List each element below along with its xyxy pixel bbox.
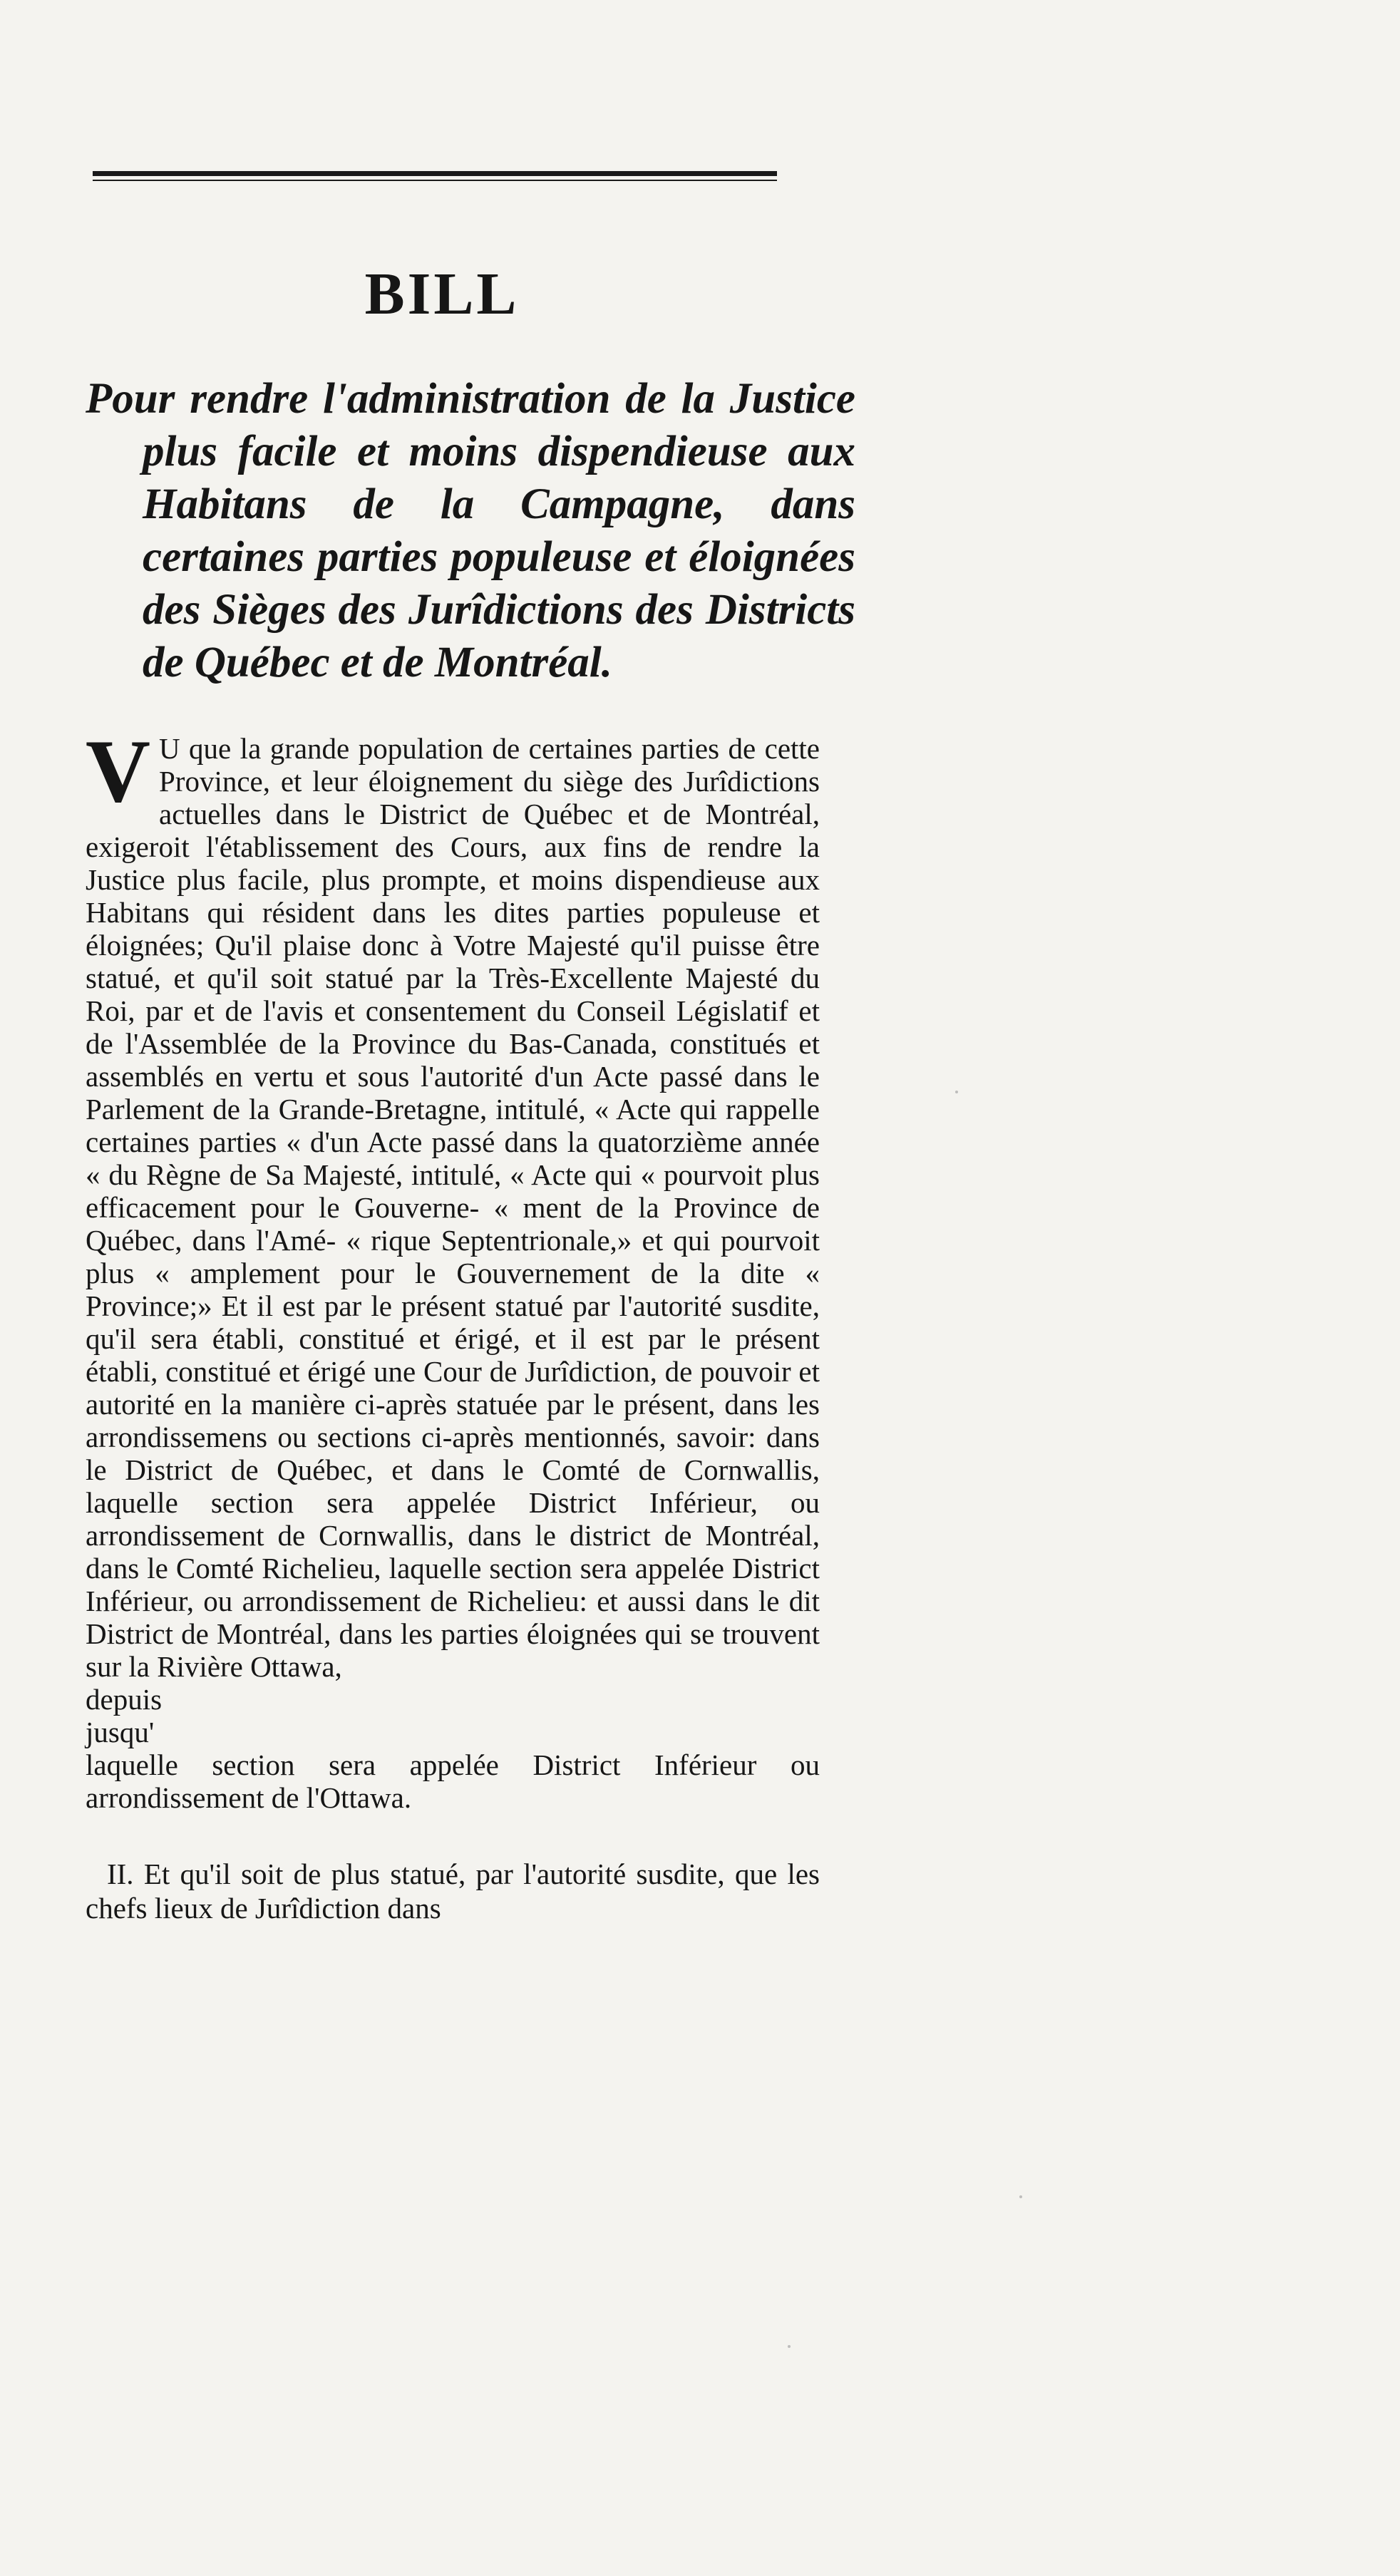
section-2-paragraph: II. Et qu'il soit de plus statué, par l'autorité susdite, que les chefs lieux de Jurîdiction dans	[86, 1858, 820, 1925]
preamble-text: U que la grande population de certaines parties de cette Province, et leur éloignement du siège des Jurîdictions actuelles dans le District de Québec et de Montréal, exigeroit l'établissement des Cours, aux fins de rendre la Justice plus facile, plus prompte, et moins dispendieuse aux Habitans qui résident dans les dites parties populeuse et éloignées; Qu'il plaise donc à Votre Majesté qu'il puisse être statué, et qu'il soit statué par la Très-Excellente Majesté du Roi, par et de l'avis et consentement du Conseil Législatif et de l'Assemblée de la Province du Bas-Canada, constitués et assemblés en vertu et sous l'autorité d'un Acte passé dans le Parlement de la Grande-Bretagne, intitulé, « Acte qui rappelle certaines parties « d'un Acte passé dans la quatorzième année « du Règne de Sa Majesté, intitulé, « Acte qui « pourvoit plus efficacement pour le Gouverne- « ment de la Province de Québec, dans l'Amé- « rique Septentrionale,» et qui pourvoit plus « amplement pour le Gouvernement de la dite « Province;» Et il est par le présent statué par l'autorité susdite, qu'il sera établi, constitué et érigé, et il est par le présent établi, constitué et érigé une Cour de Jurîdiction, de pouvoir et autorité en la manière ci-après statuée par le présent, dans les arrondissemens ou sections ci-après mentionnés, savoir: dans le District de Québec, et dans le Comté de Cornwallis, laquelle section sera appelée District Inférieur, ou arrondissement de Cornwallis, dans le district de Montréal, dans le Comté Richelieu, laquelle section sera appelée District Inférieur, ou arrondissement de Richelieu: et aussi dans le dit District de Montréal, dans les parties éloignées qui se trouvent sur la Rivière Ottawa,	[86, 732, 820, 1683]
preamble-closing: laquelle section sera appelée District Inférieur ou arrondissement de l'Ottawa.	[86, 1748, 820, 1814]
bill-subtitle: Pour rendre l'administration de la Justice plus facile et moins dispendieuse aux Habitans de la Campagne, dans certaines parties populeuse et éloignées des Sièges des Jurîdictions des Districts de Québec et de Montréal.	[86, 375, 855, 686]
paper-speck	[955, 1091, 958, 1093]
line-depuis: depuis	[86, 1683, 163, 1716]
line-jusqu: jusqu'	[86, 1716, 155, 1748]
preamble-paragraph	[86, 722, 820, 1814]
paper-speck	[788, 2345, 791, 2348]
paper-speck	[1019, 2195, 1022, 2198]
header-rule	[93, 171, 777, 181]
bill-title: BILL	[364, 261, 520, 327]
text-column	[86, 171, 855, 1925]
drop-cap: V	[86, 722, 150, 821]
